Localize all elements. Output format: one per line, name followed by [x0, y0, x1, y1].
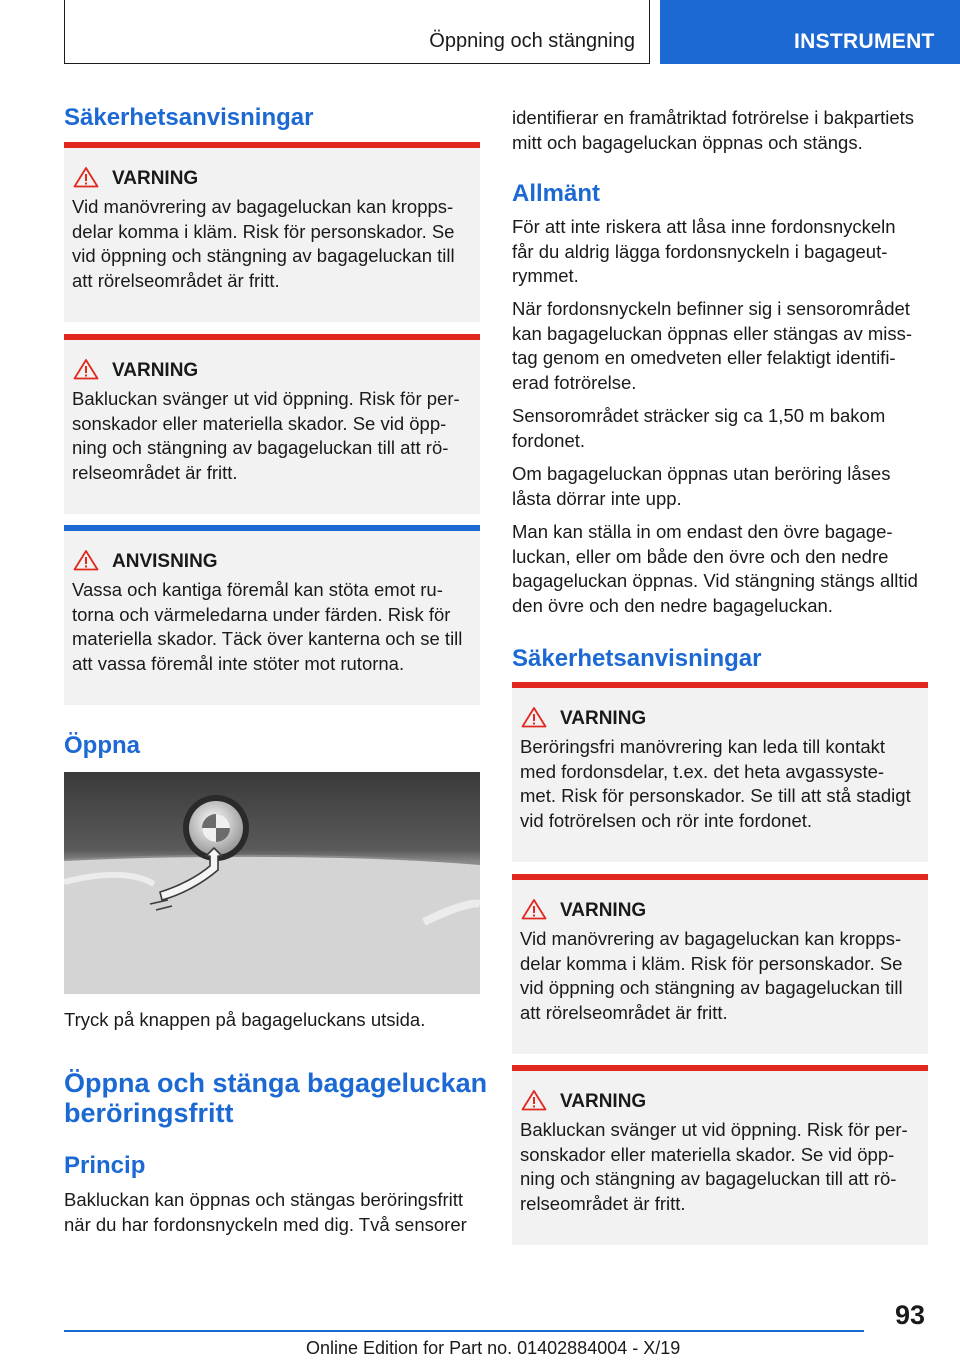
- warning-text: Vid manövrering av bagageluckan kan kropps- delar komma i kläm. Risk för personskador. Se vid öppning och stängning av bagageluckan till att rörelseområdet är fritt.: [72, 196, 455, 291]
- header-section-tab: [64, 0, 650, 64]
- trunk-illustration: [64, 772, 480, 994]
- header-section-title: Öppning och stängning: [429, 30, 635, 52]
- warning-text: Vid manövrering av bagageluckan kan kropps- delar komma i kläm. Risk för personskador. Se vid öppning och stängning av bagageluckan till att rörelseområdet är fritt.: [520, 928, 903, 1023]
- heading-general: Allmänt: [512, 180, 601, 207]
- notice-box: [64, 525, 480, 705]
- warning-title: VARNING: [112, 168, 199, 189]
- general-para-4: Om bagageluckan öppnas utan beröring låses låsta dörrar inte upp.: [512, 463, 891, 509]
- general-para-2: När fordonsnyckeln befinner sig i sensorområdet kan bagageluckan öppnas eller stängas av miss- tag genom en omedveten eller felaktigt identifi- erad fotrörelse.: [512, 298, 913, 393]
- warning-title: VARNING: [560, 708, 647, 729]
- warning-box-2: [64, 334, 480, 514]
- notice-title: ANVISNING: [112, 551, 218, 572]
- notice-text: Vassa och kantiga föremål kan stöta emot ru- torna och värmeledarna under färden. Risk för materiella skador. Täck över kanterna och se till att vassa föremål inte stöter mot rutorna.: [72, 579, 463, 674]
- principle-text: Bakluckan kan öppnas och stängas beröringsfritt när du har fordonsnyckeln med dig. Två sensorer: [64, 1189, 467, 1235]
- warning-triangle-icon: [73, 166, 99, 188]
- warning-text: Beröringsfri manövrering kan leda till kontakt med fordonsdelar, t.ex. det heta avgassyste- met. Risk för personskador. Se till att stå stadigt vid fotrörelsen och rör inte fordonet.: [520, 736, 911, 831]
- caption-open: Tryck på knappen på bagageluckans utsida.: [64, 1009, 426, 1030]
- warning-triangle-icon: [73, 358, 99, 380]
- warning-triangle-icon: [521, 898, 547, 920]
- trunk-button-photo: [64, 772, 480, 994]
- heading-touchless: Öppna och stänga bagageluckan beröringsfritt: [64, 1068, 488, 1128]
- heading-safety-right: Säkerhetsanvisningar: [512, 645, 762, 672]
- header-chapter-title: INSTRUMENT: [794, 30, 935, 53]
- general-para-3: Sensorområdet sträcker sig ca 1,50 m bakom fordonet.: [512, 405, 886, 451]
- warning-triangle-icon: [521, 706, 547, 728]
- warning-title: VARNING: [560, 1091, 647, 1112]
- intro-text: identifierar en framåtriktad fotrörelse i bakpartiets mitt och bagageluckan öppnas och stängs.: [512, 107, 915, 153]
- footer-divider: [64, 1330, 864, 1332]
- warning-box-5: [512, 1065, 928, 1245]
- warning-box-3: [512, 682, 928, 862]
- heading-principle: Princip: [64, 1152, 146, 1179]
- warning-title: VARNING: [560, 900, 647, 921]
- warning-box-1: [64, 142, 480, 322]
- warning-text: Bakluckan svänger ut vid öppning. Risk för per- sonskador eller materiella skador. Se vid öpp- ning och stängning av bagageluckan till att rö- relseområdet är fritt.: [520, 1119, 908, 1214]
- page-number: 93: [895, 1300, 926, 1330]
- heading-open: Öppna: [64, 732, 140, 759]
- header-chapter-tab: [660, 0, 960, 64]
- general-para-1: För att inte riskera att låsa inne fordonsnyckeln får du aldrig lägga fordonsnyckeln i bagageut- rymmet.: [512, 216, 896, 287]
- warning-text: Bakluckan svänger ut vid öppning. Risk för per- sonskador eller materiella skador. Se vid öpp- ning och stängning av bagageluckan till att rö- relseområdet är fritt.: [72, 388, 460, 483]
- general-para-5: Man kan ställa in om endast den övre bagage- luckan, eller om både den övre och den nedre bagageluckan öppnas. Vid stängning stängs alltid den övre och den nedre bagageluckan.: [512, 521, 918, 616]
- warning-triangle-icon: [521, 1089, 547, 1111]
- warning-box-4: [512, 874, 928, 1054]
- warning-title: VARNING: [112, 360, 199, 381]
- footer-edition: Online Edition for Part no. 01402884004 - X/19: [306, 1338, 681, 1358]
- warning-triangle-icon: [73, 549, 99, 571]
- heading-safety-left: Säkerhetsanvisningar: [64, 104, 314, 131]
